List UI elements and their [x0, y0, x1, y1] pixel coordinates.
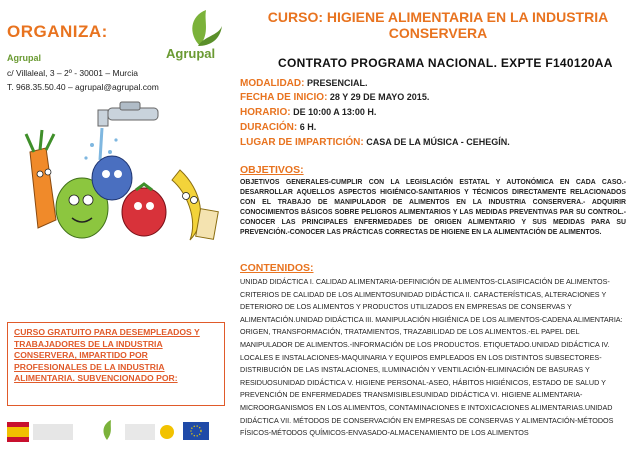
sponsor-logos — [7, 418, 227, 446]
place-label: LUGAR DE IMPARTICIÓN: — [240, 137, 364, 148]
agrupal-logo-text: Agrupal — [166, 46, 216, 61]
modality-row — [240, 78, 367, 89]
modality-label: MODALIDAD: — [240, 78, 305, 89]
organizer-name: Agrupal — [7, 53, 42, 63]
schedule-row — [240, 107, 376, 118]
free-course-notice — [7, 322, 225, 406]
contents-heading: CONTENIDOS: — [240, 262, 314, 274]
course-title: CURSO: HIGIENE ALIMENTARIA EN LA INDUSTRIA CONSERVERA — [267, 9, 609, 41]
objectives-heading: OBJETIVOS: — [240, 164, 304, 176]
schedule-value: DE 10:00 A 13:00 H. — [290, 107, 377, 117]
organizer-contact: T. 968.35.50.40 – agrupal@agrupal.com — [7, 82, 159, 92]
faucet-icon — [84, 102, 158, 160]
organizer-heading: ORGANIZA: — [7, 22, 108, 41]
schedule-label: HORARIO: — [240, 107, 291, 118]
organizer-address: c/ Villaleal, 3 – 2º - 30001 – Murcia — [7, 68, 138, 78]
start-date-value: 28 Y 29 DE MAYO 2015. — [327, 92, 430, 102]
plum-character — [92, 156, 132, 200]
vegetable-characters-illustration — [12, 100, 222, 250]
objectives-text: OBJETIVOS GENERALES-CUMPLIR CON LA LEGISLACIÓN ESTATAL Y AUTONÓMICA EN CADA CASO.-DESARROLLAR AQUELLOS ASPECTOS HIGIÉNICO-SANITARIOS Y TÉCNICOS DIRECTAMENTE RELACIONADOS CON EL TRABAJO DE MANIPULADOR DE ALIMENTOS EN LA INDUSTRIA CONSERVERA.- ADQUIRIR CONOCIMIENTOS BÁSICOS SOBRE PELIGROS ALIMENTARIOS Y LAS MEDIDAS PREVENTIVAS PAR SU CONTROL.-CONOCER LAS PRINCIPALES ENFERMEDADES DE ORIGEN ALIMENTARIO Y SUS MEDIDAS PARA SU PREVENCIÓN.-CONOCER LAS PRÁCTICAS CORRECTAS DE HIGIENE EN LA ALIMENTACIÓN DE ALIMENTOS. — [240, 179, 626, 236]
tomato-character — [122, 184, 166, 236]
start-date-label: FECHA DE INICIO: — [240, 92, 328, 103]
start-date-row — [240, 92, 429, 103]
modality-value: PRESENCIAL. — [304, 78, 368, 88]
place-row — [240, 137, 510, 148]
duration-value: 6 H. — [297, 122, 317, 132]
carrot-character — [26, 130, 56, 228]
contents-text: UNIDAD DIDÁCTICA I. CALIDAD ALIMENTARIA-DEFINICIÓN DE ALIMENTOS-CLASIFICACIÓN DE ALIMENTOS-CRITERIOS DE CALIDAD DE LOS ALIMENTOSUNIDAD DIDÁCTICA II. CARACTERÍSTICAS, ALTERACIONES Y DETERIORO DE LOS ALIMENTOS Y PRODUCTOS UTILIZADOS EN EMPRESAS DE CONSERVAS Y ALIMENTACIÓN.UNIDAD DIDÁCTICA III. MANIPULACIÓN HIGIÉNICA DE LOS ALIMENTOS-CADENA ALIMENTARIA: ORIGEN, TRANSFORMACIÓN, TRATAMIENTOS, TRAZABILIDAD DE LOS ALIMENTOS.-EL PAPEL DEL MANIPULADOR DE ALIMENTOS.-INFORMACIÓN DE LOS PRODUCTOS. ETIQUETADO.UNIDAD DIDÁCTICA IV. LOCALES E INSTALACIONES-MAQUINARIA Y EQUIPOS EMPLEADOS EN LOS DISTINTOS SUBSECTORES-DISTRIBUCIÓN DE LAS INSTALACIONES, ILUMINACIÓN Y VENTILACIÓN-ELIMINACIÓN DE BASURAS Y RESIDUOSUNIDAD DIDÁCTICA V. HIGIENE PERSONAL-ASEO, HÁBITOS HIGIÉNICOS, ESTADO DE SALUD Y PREVENCIÓN DE ENFERMEDADES TRANSMISIBLESUNIDAD DIDÁCTICA VI. HIGIENE ALIMENTARIA-MICROORGANISMOS EN LOS ALIMENTOS, CONTAMINACIONES E INTOXICACIONES ALIMENTARIAS.UNIDAD DIDÁCTICA VII. MÉTODOS DE CONSERVACIÓN EN EMPRESAS DE CONSERVAS Y ALIMENTACIÓN-MÉTODOS FÍSICOS-MÉTODOS QUÍMICOS-ENVASADO-ALMACENAMIENTO DE LOS ALIMENTOS — [240, 277, 623, 438]
contract-program: CONTRATO PROGRAMA NACIONAL. EXPTE F140120AA — [278, 56, 613, 70]
duration-row — [240, 122, 316, 133]
banana-character — [172, 170, 218, 240]
place-value: CASA DE LA MÚSICA - CEHEGÍN. — [363, 137, 510, 147]
duration-label: DURACIÓN: — [240, 122, 298, 133]
free-course-text: CURSO GRATUITO PARA DESEMPLEADOS Y TRABAJADORES DE LA INDUSTRIA CONSERVERA, IMPARTIDO POR PROFESIONALES DE LA INDUSTRIA ALIMENTARIA. SUBVENCIONADO POR: — [14, 327, 200, 383]
